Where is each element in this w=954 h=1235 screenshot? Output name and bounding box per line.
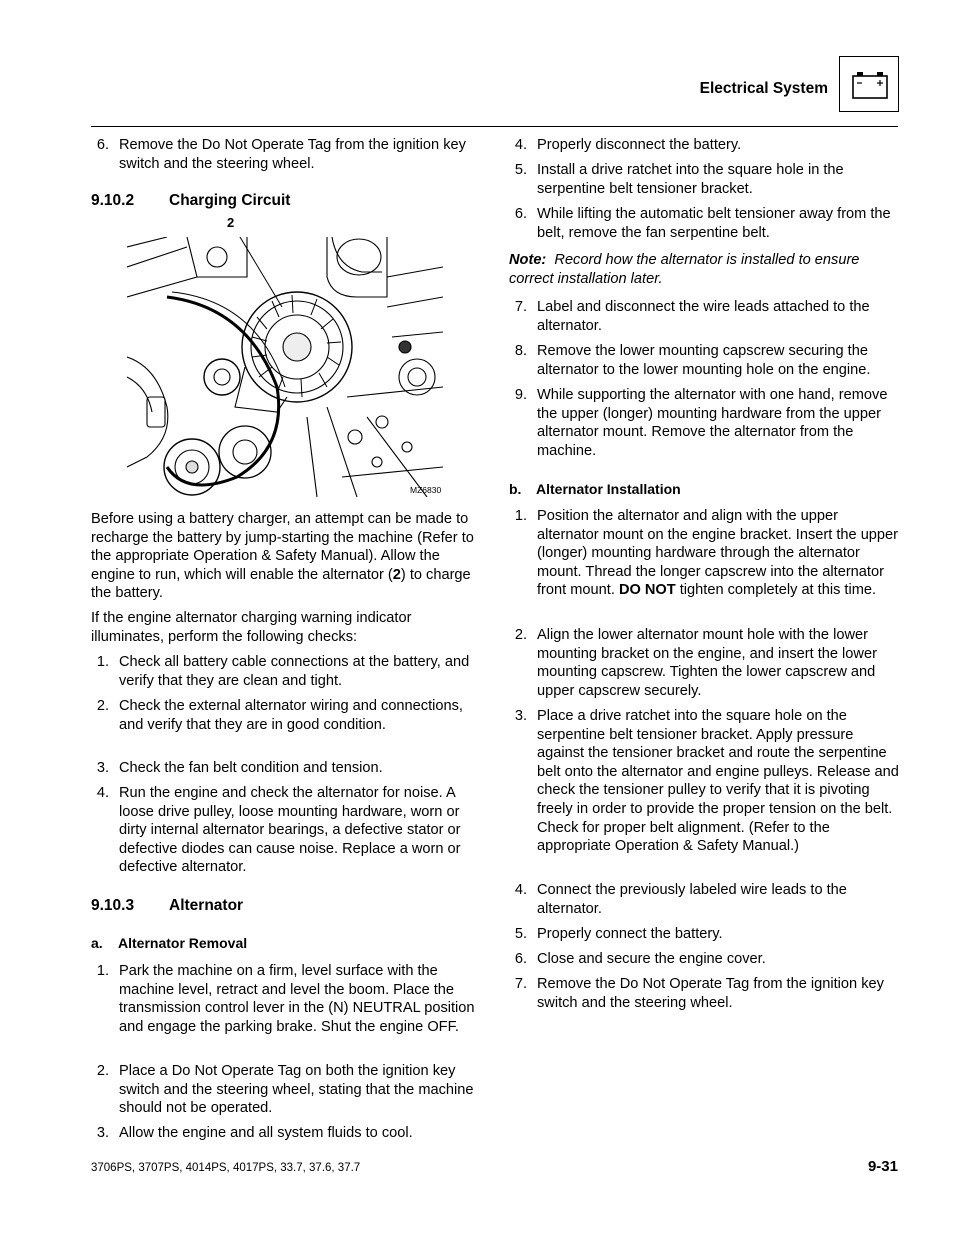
list-item: 3. Place a drive ratchet into the square hole on the serpentine belt tensioner bracket. Apply pressure against the tensioner bracket and route the serpentine belt onto the alternator and engine pulleys. Release and check the tensioner pulley to verify that it is pivoting freely in order to provide the proper tension on the belt. Check for proper belt alignment. (Refer to the appropriate Operation & Safety Manual.) [514,708,899,855]
list-item: 4. Run the engine and check the alternator for noise. A loose drive pulley, loose mounting hardware, worn or dirty internal alternator bearings, a defective stator or defective diodes can cause noise. Replace a worn or defective alternator. [96,785,461,876]
list-item: 7. Remove the Do Not Operate Tag from the ignition key switch and the steering wheel. [514,976,884,1011]
list-item: 1. Position the alternator and align with the upper alternator mount on the engine bracket. Insert the upper (longer) mounting hardware through the alternator mount. Thread the longer capscrew into the alternator front mount. DO NOT tighten completely at this time. [514,508,899,599]
list-item: 5. Properly connect the battery. [514,926,723,942]
list-item: 1. Park the machine on a firm, level surface with the machine level, retract and level the boom. Place the transmission control lever in the (N) NEUTRAL position and engage the parking brake. Shut the engine OFF. [96,963,475,1035]
subheading-alternator-installation: b. Alternator Installation [509,481,681,497]
list-item: 3. Check the fan belt condition and tension. [96,760,383,776]
alternator-engine-illustration [127,237,443,497]
list-item: 6. Remove the Do Not Operate Tag from the ignition key switch and the steering wheel. [96,137,466,172]
section-header-title: Electrical System [699,80,828,97]
list-item: 4. Properly disconnect the battery. [514,137,742,153]
paragraph-warning-indicator: If the engine alternator charging warning indicator illuminates, perform the following checks: [91,610,412,645]
note-block: Note: Record how the alternator is installed to ensure correct installation later. [509,252,860,287]
list-item: 2. Check the external alternator wiring and connections, and verify that they are in good condition. [96,698,463,733]
header-divider [91,126,898,127]
figure-code: MZ6830 [410,485,442,495]
page-number: 9-31 [867,1158,898,1175]
footer-model-list: 3706PS, 3707PS, 4014PS, 4017PS, 33.7, 37.6, 37.7 [91,1162,361,1174]
paragraph-battery-charger: Before using a battery charger, an attempt can be made to recharge the battery by jump-starting the machine (Refer to the appropriate Operation & Safety Manual). Allow the engine to run, which will enable the alternator (2) to charge the battery. [91,511,474,602]
list-item: 5. Install a drive ratchet into the square hole in the serpentine belt tensioner bracket. [514,162,844,197]
list-item: 8. Remove the lower mounting capscrew securing the alternator to the lower mounting hole on the engine. [514,343,871,378]
list-item: 3. Allow the engine and all system fluids to cool. [96,1125,413,1141]
list-item: 9. While supporting the alternator with one hand, remove the upper (longer) mounting hardware from the upper alternator mount. Remove the alternator from the machine. [514,387,888,459]
list-item: 6. Close and secure the engine cover. [514,951,766,967]
list-item: 4. Connect the previously labeled wire leads to the alternator. [514,882,847,917]
section-heading-9-10-2: 9.10.2 Charging Circuit [91,192,291,209]
subheading-alternator-removal: a. Alternator Removal [91,935,248,951]
list-item: 6. While lifting the automatic belt tensioner away from the belt, remove the fan serpentine belt. [514,206,891,241]
figure-callout-2: 2 [227,215,235,230]
list-item: 7. Label and disconnect the wire leads attached to the alternator. [514,299,870,334]
battery-icon [839,56,899,112]
section-heading-9-10-3: 9.10.3 Alternator [91,897,244,914]
list-item: 1. Check all battery cable connections at the battery, and verify that they are clean and tight. [96,654,470,689]
list-item: 2. Place a Do Not Operate Tag on both the ignition key switch and the steering wheel, stating that the machine should not be operated. [96,1063,474,1117]
list-item: 2. Align the lower alternator mount hole with the lower mounting bracket on the engine, and insert the lower mounting capscrew. Tighten the lower capscrew and upper capscrew securely. [514,627,877,699]
